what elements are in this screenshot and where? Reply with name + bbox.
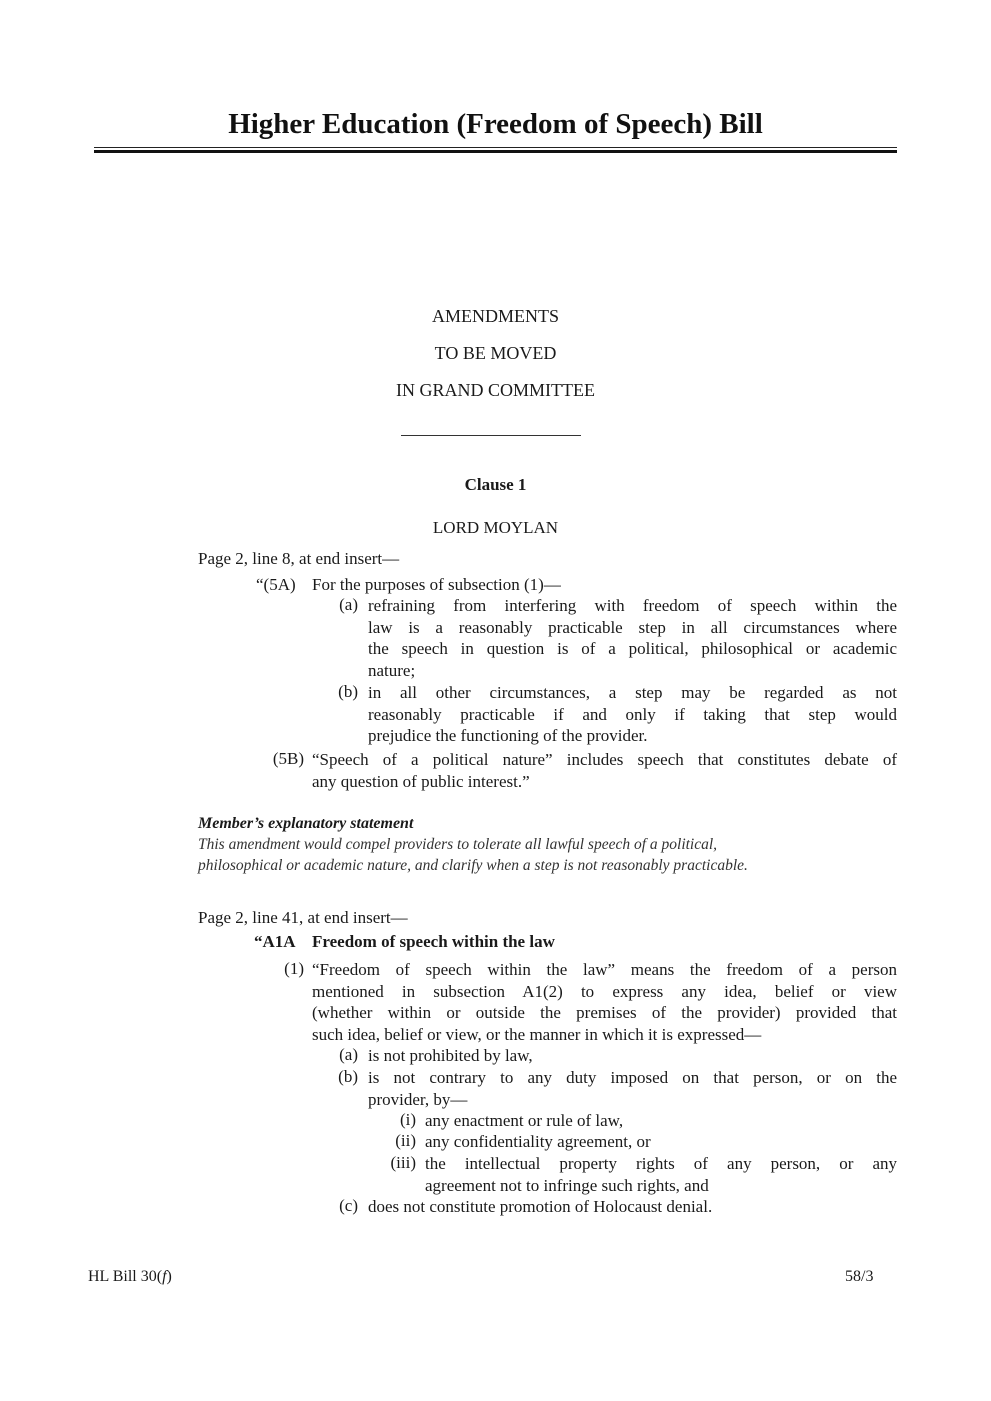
subpara-i-label: (i) [399, 1110, 416, 1129]
para-b-line: prejudice the functioning of the provider. [368, 726, 648, 745]
para-b-label: (b) [338, 682, 358, 701]
subsection-5A-number: “(5A) [256, 575, 296, 594]
para-a-line: nature; [368, 660, 416, 680]
explanatory-statement-line: This amendment would compel providers to tolerate all lawful speech of a political, [198, 836, 718, 853]
sub1-para-b-label: (b) [338, 1067, 358, 1086]
page-reference: 58/3 [845, 1268, 874, 1285]
subpara-ii-label: (ii) [395, 1131, 416, 1150]
subpara-iii-line: agreement not to infringe such rights, and [425, 1175, 709, 1195]
subpara-ii-text: any confidentiality agreement, or [425, 1132, 651, 1151]
section-A1A-number: “A1A [254, 932, 296, 951]
para-b-text [368, 682, 897, 747]
bill-title: Higher Education (Freedom of Speech) Bill [228, 108, 763, 140]
amendment-1-location: Page 2, line 8, at end insert— [198, 549, 400, 568]
section-A1A-title: Freedom of speech within the law [312, 932, 555, 951]
subsection-5B-number: (5B) [272, 749, 304, 768]
sub1-para-b-line: is not contrary to any duty imposed on that person, or on the [368, 1068, 897, 1087]
heading-to-be-moved: TO BE MOVED [434, 343, 557, 363]
clause-title: Clause 1 [464, 475, 527, 494]
subsection-1-line: mentioned in subsection A1(2) to express any idea, belief or view [312, 981, 897, 1001]
subsection-5B-text [312, 749, 897, 792]
subsection-5B-line: any question of public interest.” [312, 771, 530, 791]
para-b-line: in all other circumstances, a step may be regarded as not [368, 683, 897, 702]
amendment-2-location: Page 2, line 41, at end insert— [198, 908, 408, 927]
bill-reference-letter: f [162, 1268, 167, 1285]
subsection-1-text [312, 959, 897, 1045]
subsection-1-number: (1) [284, 959, 304, 978]
explanatory-statement-line: philosophical or academic nature, and clarify when a step is not reasonably practicable. [198, 857, 748, 874]
sub1-para-c-label: (c) [339, 1196, 358, 1215]
sub1-para-b-line: provider, by— [368, 1089, 468, 1109]
sub1-para-a-text: is not prohibited by law, [368, 1046, 533, 1065]
subpara-iii-line: the intellectual property rights of any person, or any [425, 1154, 897, 1173]
subpara-iii-label: (iii) [390, 1153, 416, 1172]
subpara-i-text: any enactment or rule of law, [425, 1111, 624, 1130]
sub1-para-c-text: does not constitute promotion of Holocaust denial. [368, 1197, 713, 1216]
sub1-para-b-text [368, 1067, 897, 1110]
para-a-line: refraining from interfering with freedom of speech within the [368, 596, 897, 615]
bill-reference-suffix: ) [166, 1268, 172, 1285]
section-divider [401, 435, 581, 436]
title-rule-thin [94, 147, 897, 148]
sub1-para-a-label: (a) [339, 1045, 358, 1064]
para-b-line: reasonably practicable if and only if taking that step would [368, 704, 897, 724]
subsection-5B-line: “Speech of a political nature” includes speech that constitutes debate of [312, 750, 897, 769]
heading-grand-committee: IN GRAND COMMITTEE [396, 380, 595, 400]
heading-amendments: AMENDMENTS [431, 306, 559, 326]
subsection-5A-text: For the purposes of subsection (1)— [312, 575, 561, 594]
subsection-1-line: “Freedom of speech within the law” means the freedom of a person [312, 960, 897, 979]
para-a-line: the speech in question is of a political, philosophical or academic [368, 639, 897, 658]
subpara-iii-text [425, 1153, 897, 1196]
explanatory-statement-heading: Member’s explanatory statement [198, 815, 414, 832]
member-name: LORD MOYLAN [432, 518, 559, 537]
bill-reference [88, 1268, 172, 1286]
subsection-1-line: (whether within or outside the premises of the provider) provided that [312, 1003, 897, 1022]
para-a-line: law is a reasonably practicable step in all circumstances where [368, 617, 897, 637]
title-rule-thick [94, 150, 897, 153]
subsection-1-line: such idea, belief or view, or the manner in which it is expressed— [312, 1024, 762, 1044]
para-a-text [368, 595, 897, 681]
bill-reference-prefix: HL Bill 30( [88, 1268, 163, 1285]
para-a-label: (a) [339, 595, 358, 614]
